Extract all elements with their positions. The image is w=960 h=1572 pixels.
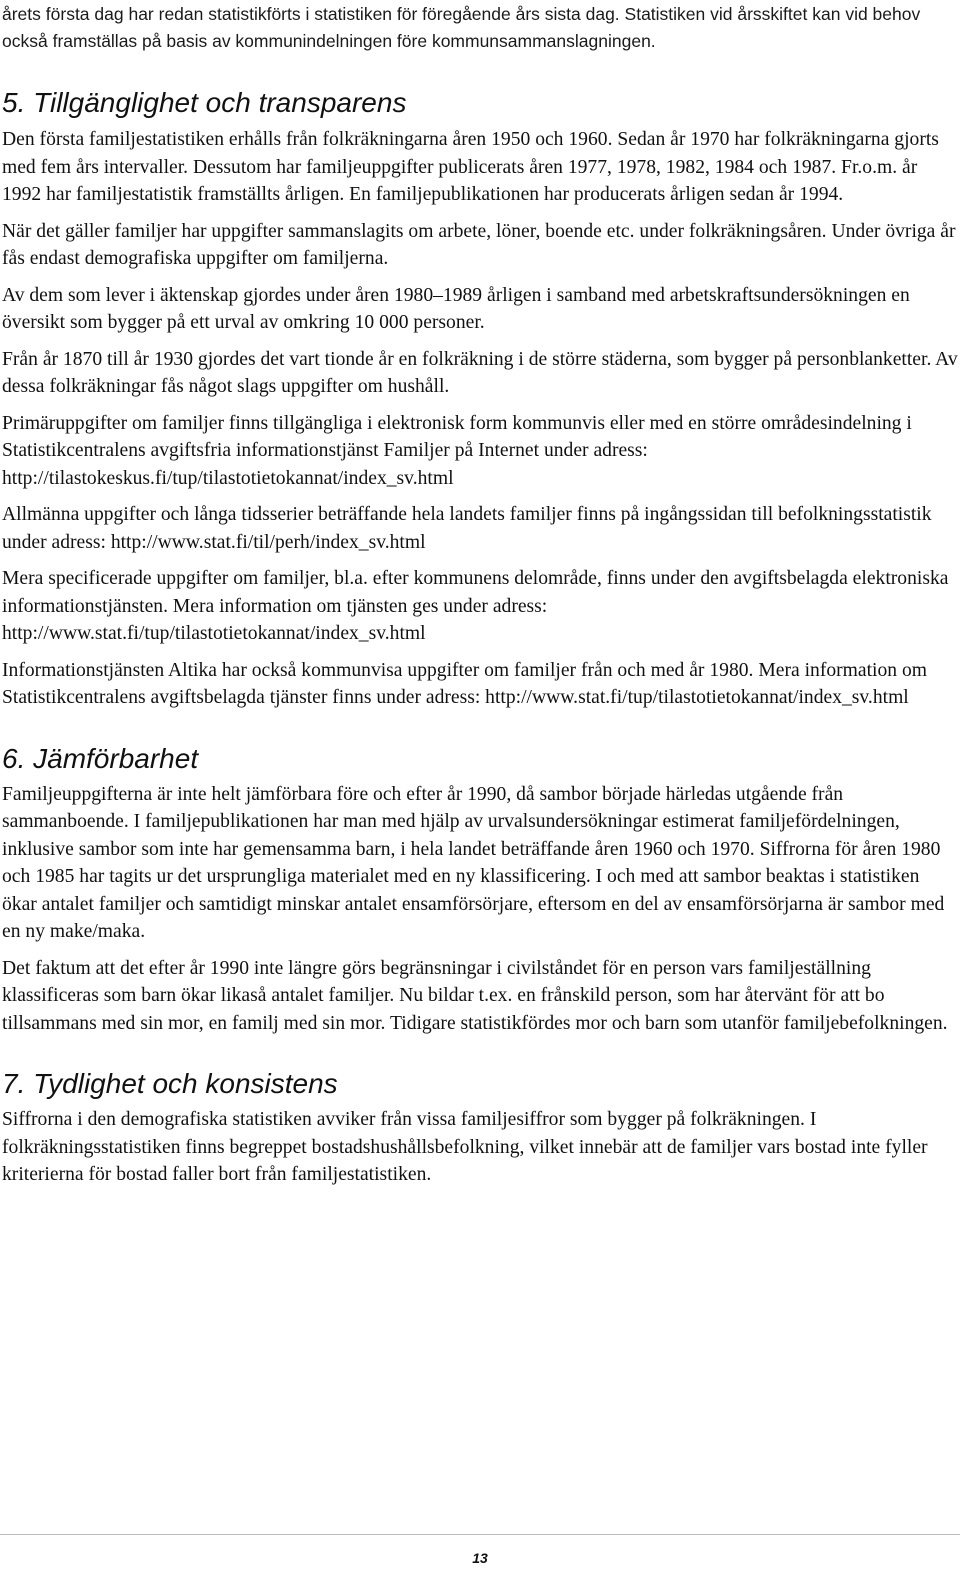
document-page bbox=[2, 0, 958, 1189]
section-heading-6: 6. Jämförbarhet bbox=[2, 742, 199, 774]
section-heading-5: 5. Tillgänglighet och transparens bbox=[2, 87, 407, 118]
paragraph: Primäruppgifter om familjer finns tillgängliga i elektronisk form kommunvis eller med en större områdesindelning i Statistikcentralens avgiftsfria informationstjänst Familjer på Internet under adress: http://tilastokeskus.fi/tup/tilastotietokannat/index_sv.html bbox=[2, 412, 912, 489]
paragraph: Familjeuppgifterna är inte helt jämförbara före och efter år 1990, då sambor började härledas utgående från sammanboende. I familjepublikationen har man med hjälp av urvalsundersökningar estimerat familjefördelningen, inklusive sambor som inte har gemensamma barn, i hela landet beträffande åren 1960 och 1970. Siffrorna för åren 1980 och 1985 har tagits ur det ursprungliga materialet med en ny klassificering. I och med att sambor beaktas i statistiken ökar antalet familjer och samtidigt minskar antalet ensamförsörjare, eftersom en del av ensamförsörjarna är sambor med en ny make/maka. bbox=[2, 783, 945, 942]
paragraph: Mera specificerade uppgifter om familjer, bl.a. efter kommunens delområde, finns under den avgiftsbelagda elektroniska informationstjänsten. Mera information om tjänsten ges under adress: http://www.stat.fi/tup/tilastotietokannat/index_sv.html bbox=[2, 568, 949, 644]
paragraph: Allmänna uppgifter och långa tidsserier beträffande hela landets familjer finns på ingångssidan till befolkningsstatistik under adress: http://www.stat.fi/til/perh/index_sv.html bbox=[2, 504, 932, 553]
paragraph: När det gäller familjer har uppgifter sammanslagits om arbete, löner, boende etc. under folkräkningsåren. Under övriga år fås endast demografiska uppgifter om familjerna. bbox=[2, 220, 956, 269]
paragraph: Från år 1870 till år 1930 gjordes det vart tionde år en folkräkning i de större städerna, som bygger på personblanketter. Av dessa folkräkningar fås något slags uppgifter om hushåll. bbox=[2, 348, 958, 397]
paragraph: Siffrorna i den demografiska statistiken avviker från vissa familjesiffror som bygger på folkräkningen. I folkräkningsstatistiken finns begreppet bostadshushållsbefolkning, vilket innebär att de familjer vars bostad inte fyller kriterierna för bostad faller bort från familjestatistiken. bbox=[2, 1109, 928, 1185]
intro-paragraph: årets första dag har redan statistikförts i statistiken för föregående års sista dag. Statistiken vid årsskiftet kan vid behov också framställas på basis av kommunindelningen före kommunsammanslagningen. bbox=[2, 4, 921, 51]
section-heading-7: 7. Tydlighet och konsistens bbox=[2, 1068, 338, 1099]
page-number: 13 bbox=[472, 1550, 488, 1566]
paragraph: Informationstjänsten Altika har också kommunvisa uppgifter om familjer från och med år 1980. Mera information om Statistikcentralens avgiftsbelagda tjänster finns under adress: http://www.stat.fi/tup/tilastotietokannat/index_sv.html bbox=[2, 659, 928, 708]
footer-divider bbox=[0, 1534, 960, 1535]
paragraph: Av dem som lever i äktenskap gjordes under åren 1980–1989 årligen i samband med arbetskraftsundersökningen en översikt som bygger på ett urval av omkring 10 000 personer. bbox=[2, 284, 910, 333]
paragraph: Den första familjestatistiken erhålls från folkräkningarna åren 1950 och 1960. Sedan år 1970 har folkräkningarna gjorts med fem års intervaller. Dessutom har familjeuppgifter publicerats åren 1977, 1978, 1982, 1984 och 1987. Fr.o.m. år 1992 har familjestatistik framställts årligen. En familjepublikationen har producerats årligen sedan år 1994. bbox=[2, 129, 939, 205]
paragraph: Det faktum att det efter år 1990 inte längre görs begränsningar i civilståndet för en person vars familjeställning klassificeras som barn ökar likaså antalet familjer. Nu bildar t.ex. en frånskild person, som har återvänt för att bo tillsammans med sin mor, en familj med sin mor. Tidigare statistikfördes mor och barn som utanför familjebefolkningen. bbox=[2, 957, 948, 1034]
